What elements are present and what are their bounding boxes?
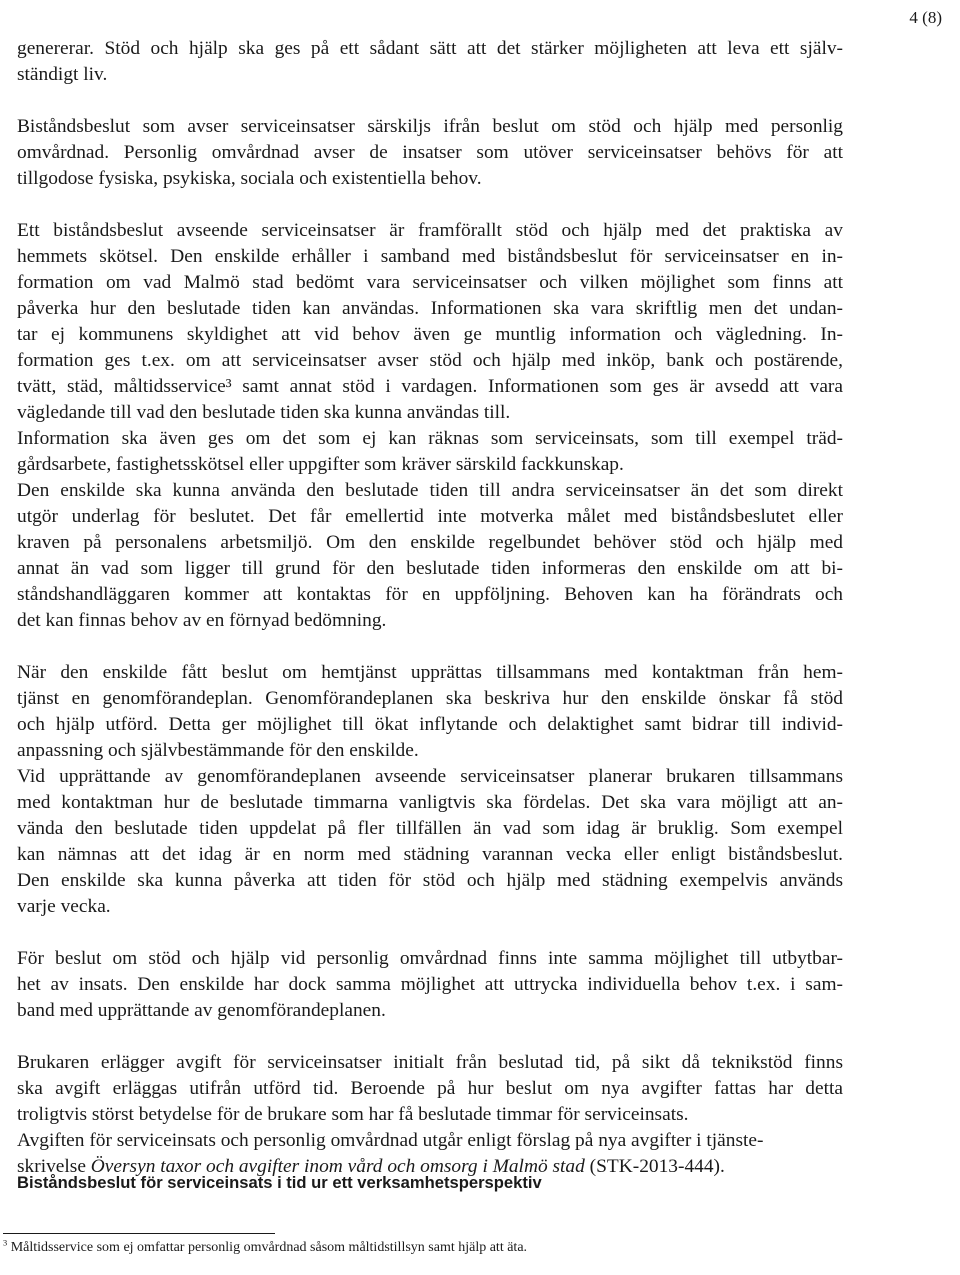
text-line: påverka hur den beslutade tiden kan användas. Informationen ska vara skriftlig men det undan-: [17, 298, 843, 319]
paragraph: [17, 426, 843, 478]
text-line: omvårdnad. Personlig omvårdnad avser de insatser som utöver serviceinsatser behövs för att: [17, 142, 843, 163]
text-fragment: skrivelse: [17, 1156, 91, 1177]
text-line: För beslut om stöd och hjälp vid personlig omvårdnad finns inte samma möjlighet till utbytbar-: [17, 948, 843, 969]
document-title-reference: Översyn taxor och avgifter inom vård och omsorg i Malmö stad: [90, 1156, 585, 1177]
text-line: varje vecka.: [17, 896, 111, 917]
paragraph: [17, 764, 843, 920]
paragraph: [17, 1050, 843, 1128]
text-line: ständigt liv.: [17, 64, 108, 85]
text-line: ska avgift erläggas utifrån utförd tid. Beroende på hur beslut om nya avgifter fattas har detta: [17, 1078, 843, 1099]
text-line: När den enskilde fått beslut om hemtjänst upprättas tillsammans med kontaktman från hem-: [17, 662, 843, 683]
text-line: tjänst en genomförandeplan. Genomförandeplanen ska beskriva hur den enskilde önskar få stöd: [17, 688, 843, 709]
text-line: och hjälp utförd. Detta ger möjlighet till ökat inflytande och delaktighet samt bidrar till individ-: [17, 714, 843, 735]
text-line: annat än vad som ligger till grund för den beslutade tiden informeras den enskilde om att bi-: [17, 558, 843, 579]
text-line: Biståndsbeslut som avser serviceinsatser särskiljs ifrån beslut om stöd och hjälp med personlig: [17, 116, 843, 137]
paragraph: [17, 478, 843, 634]
text-line: anpassning och självbestämmande för den enskilde.: [17, 740, 419, 761]
paragraph: [17, 946, 843, 1024]
paragraph: [17, 1128, 843, 1154]
text-line: tvätt, städ, måltidsservice³ samt annat stöd i vardagen. Informationen som ges är avsedd att vara: [17, 376, 843, 397]
text-line: Den enskilde ska kunna använda den beslutade tiden till andra serviceinsatser än det som direkt: [17, 480, 843, 501]
text-line: formation ges t.ex. om att serviceinsatser avser stöd och hjälp med inköp, bank och postärende,: [17, 350, 843, 371]
text-line: Avgiften för serviceinsats och personlig omvårdnad utgår enligt förslag på nya avgifter i tjänste-: [17, 1130, 764, 1151]
paragraph: [17, 36, 843, 88]
text-line: kraven på personalens arbetsmiljö. Om den enskilde regelbundet behöver stöd och hjälp med: [17, 532, 843, 553]
text-line: vägledande till vad den beslutade tiden ska kunna användas till.: [17, 402, 511, 423]
paragraph: [17, 218, 843, 426]
text-line: kan nämnas att det idag är en norm med städning varannan vecka eller enligt biståndsbeslut.: [17, 844, 843, 865]
text-line: Brukaren erlägger avgift för serviceinsatser initialt från beslutad tid, på sikt då teknikstöd finns: [17, 1052, 843, 1073]
text-line: Information ska även ges om det som ej kan räknas som serviceinsats, som till exempel träd-: [17, 428, 843, 449]
text-line: Ett biståndsbeslut avseende serviceinsatser är framförallt stöd och hjälp med det praktiska av: [17, 220, 843, 241]
paragraph: [17, 114, 843, 192]
text-fragment: (STK-2013-444).: [584, 1156, 725, 1177]
footnote-divider: [3, 1233, 275, 1234]
footnote-text: Måltidsservice som ej omfattar personlig omvårdnad såsom måltidstillsyn samt hjälp att äta.: [7, 1240, 528, 1255]
footnote-marker: 3: [3, 1238, 8, 1248]
text-line: band med upprättande av genomförandeplanen.: [17, 1000, 386, 1021]
document-body: [17, 36, 843, 1180]
text-line: tar ej kommunens skyldighet att vid behov även ge muntlig information och vägledning. In-: [17, 324, 843, 345]
text-line: det kan finnas behov av en förnyad bedömning.: [17, 610, 387, 631]
page-number: 4 (8): [909, 8, 942, 27]
text-line: formation om vad Malmö stad bedömt vara serviceinsatser och vilken möjlighet som finns att: [17, 272, 843, 293]
text-line: med kontaktman hur de beslutade timmarna vanligtvis ska fördelas. Det ska vara möjligt att an-: [17, 792, 843, 813]
text-line: hemmets skötsel. Den enskilde erhåller i samband med biståndsbeslut för serviceinsatser en in-: [17, 246, 843, 267]
footnote: [3, 1240, 527, 1256]
paragraph: [17, 660, 843, 764]
text-line: ståndshandläggaren kommer att kontaktas för en uppföljning. Behoven kan ha förändrats och: [17, 584, 843, 605]
text-line: tillgodose fysiska, psykiska, sociala och existentiella behov.: [17, 168, 482, 189]
text-line: genererar. Stöd och hjälp ska ges på ett sådant sätt att det stärker möjligheten att leva ett själv-: [17, 38, 843, 59]
section-heading: Biståndsbeslut för serviceinsats i tid ur ett verksamhetsperspektiv: [17, 1173, 542, 1192]
text-line: troligtvis störst betydelse för de brukare som har få beslutade timmar för serviceinsats.: [17, 1104, 689, 1125]
text-line: utgör underlag för beslutet. Det får emellertid inte motverka målet med biståndsbeslutet eller: [17, 506, 843, 527]
text-line: Vid upprättande av genomförandeplanen avseende serviceinsatser planerar brukaren tillsammans: [17, 766, 843, 787]
text-line: gårdsarbete, fastighetsskötsel eller uppgifter som kräver särskild fackkunskap.: [17, 454, 624, 475]
text-line: Den enskilde ska kunna påverka att tiden för stöd och hjälp med städning exempelvis används: [17, 870, 843, 891]
text-line: het av insats. Den enskilde har dock samma möjlighet att uttrycka individuella behov t.ex. i sam-: [17, 974, 843, 995]
text-line: vända den beslutade tiden uppdelat på fler tillfällen än vad som idag är bruklig. Som exempel: [17, 818, 843, 839]
